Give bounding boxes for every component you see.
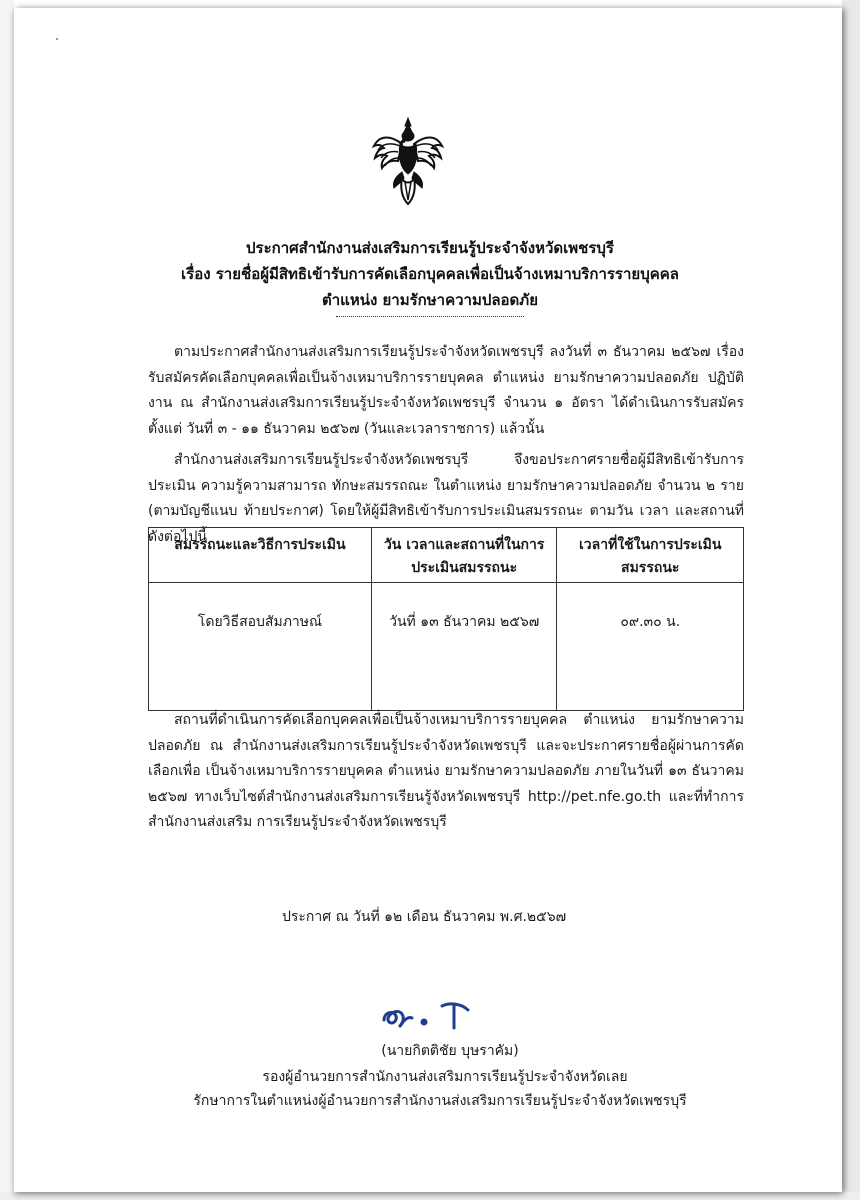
signer-title-1: รองผู้อำนวยการสำนักงานส่งเสริมการเรียนรู้ประจำจังหวัดเลย [262,1069,628,1085]
garuda-emblem-icon [372,116,444,206]
announcement-subject-line: เรื่อง รายชื่อผู้มีสิทธิเข้ารับการคัดเลือกบุคคลเพื่อเป็นจ้างเหมาบริการรายบุคคล [181,265,679,283]
handwritten-signature [378,998,478,1032]
announcement-title-line-1: ประกาศสำนักงานส่งเสริมการเรียนรู้ประจำจังหวัดเพชรบุรี [246,239,614,257]
table-header-row [149,528,744,583]
page-edge-right [842,0,860,1200]
declaration-date: ประกาศ ณ วันที่ ๑๒ เดือน ธันวาคม พ.ศ.๒๕๖๗ [282,909,567,925]
page-edge-bottom [0,1192,860,1200]
scan-speck [56,38,58,40]
paragraph-2-text: สำนักงานส่งเสริมการเรียนรู้ประจำจังหวัดเพชรบุรี จึงขอประกาศรายชื่อผู้มีสิทธิเข้ารับการประเมิน ความรู้ความสามารถ ทักษะสมรรถณะ ในตำแหน่ง ยามรักษาความปลอดภัย จำนวน ๒ ราย (ตามบัญชีแนบ ท้ายประกาศ) โดยให้ผู้มีสิทธิเข้ารับการประเมินสมรรถนะ ตามวัน เวลา และสถานที่ ดังต่อไปนี้ [148,452,744,545]
paragraph-1-text: ตามประกาศสำนักงานส่งเสริมการเรียนรู้ประจำจังหวัดเพชรบุรี ลงวันที่ ๓ ธันวาคม ๒๕๖๗ เรื่อง รับสมัครคัดเลือกบุคคลเพื่อเป็นจ้างเหมาบริการรายบุคคล ตำแหน่ง ยามรักษาความปลอดภัย ปฏิบัติงาน ณ สำนักงานส่งเสริมการเรียนรู้ประจำจังหวัดเพชรบุรี จำนวน ๑ อัตรา ได้ดำเนินการรับสมัครตั้งแต่ วันที่ ๓ - ๑๑ ธันวาคม ๒๕๖๗ (วันและเวลาราชการ) แล้วนั้น [148,344,744,437]
assessment-table [148,527,744,711]
table-header-cell: สมรรถนะและวิธีการประเมิน [149,528,372,583]
signer-name: (นายกิตติชัย บุษราคัม) [381,1043,519,1059]
paragraph-3 [148,708,744,836]
dotted-separator [336,316,524,317]
table-row [149,583,744,711]
paragraph-1 [148,340,744,442]
table-cell-method: โดยวิธีสอบสัมภาษณ์ [149,583,372,711]
table-cell-date: วันที่ ๑๓ ธันวาคม ๒๕๖๗ [371,583,557,711]
table-header-cell: วัน เวลาและสถานที่ในการ ประเมินสมรรถนะ [371,528,557,583]
page-edge-left [0,0,14,1200]
paragraph-3-text: สถานที่ดำเนินการคัดเลือกบุคคลเพื่อเป็นจ้างเหมาบริการรายบุคคล ตำแหน่ง ยามรักษาความ ปลอดภัย ณ สำนักงานส่งเสริมการเรียนรู้ประจำจังหวัดเพชรบุรี และจะประกาศรายชื่อผู้ผ่านการคัดเลือกเพื่อ เป็นจ้างเหมาบริการรายบุคคล ตำแหน่ง ยามรักษาความปลอดภัย ภายในวันที่ ๑๓ ธันวาคม ๒๕๖๗ ทางเว็บไซต์สำนักงานส่งเสริมการเรียนรู้จังหวัดเพชรบุรี http://pet.nfe.go.th และที่ทำการสำนักงานส่งเสริม การเรียนรู้ประจำจังหวัดเพชรบุรี [148,712,744,830]
table-cell-time: ๐๙.๓๐ น. [557,583,744,711]
table-header-cell: เวลาที่ใช้ในการประเมิน สมรรถนะ [557,528,744,583]
announcement-position-line: ตำแหน่ง ยามรักษาความปลอดภัย [322,291,538,309]
signer-title-2: รักษาการในตำแหน่งผู้อำนวยการสำนักงานส่งเสริมการเรียนรู้ประจำจังหวัดเพชรบุรี [193,1093,687,1109]
